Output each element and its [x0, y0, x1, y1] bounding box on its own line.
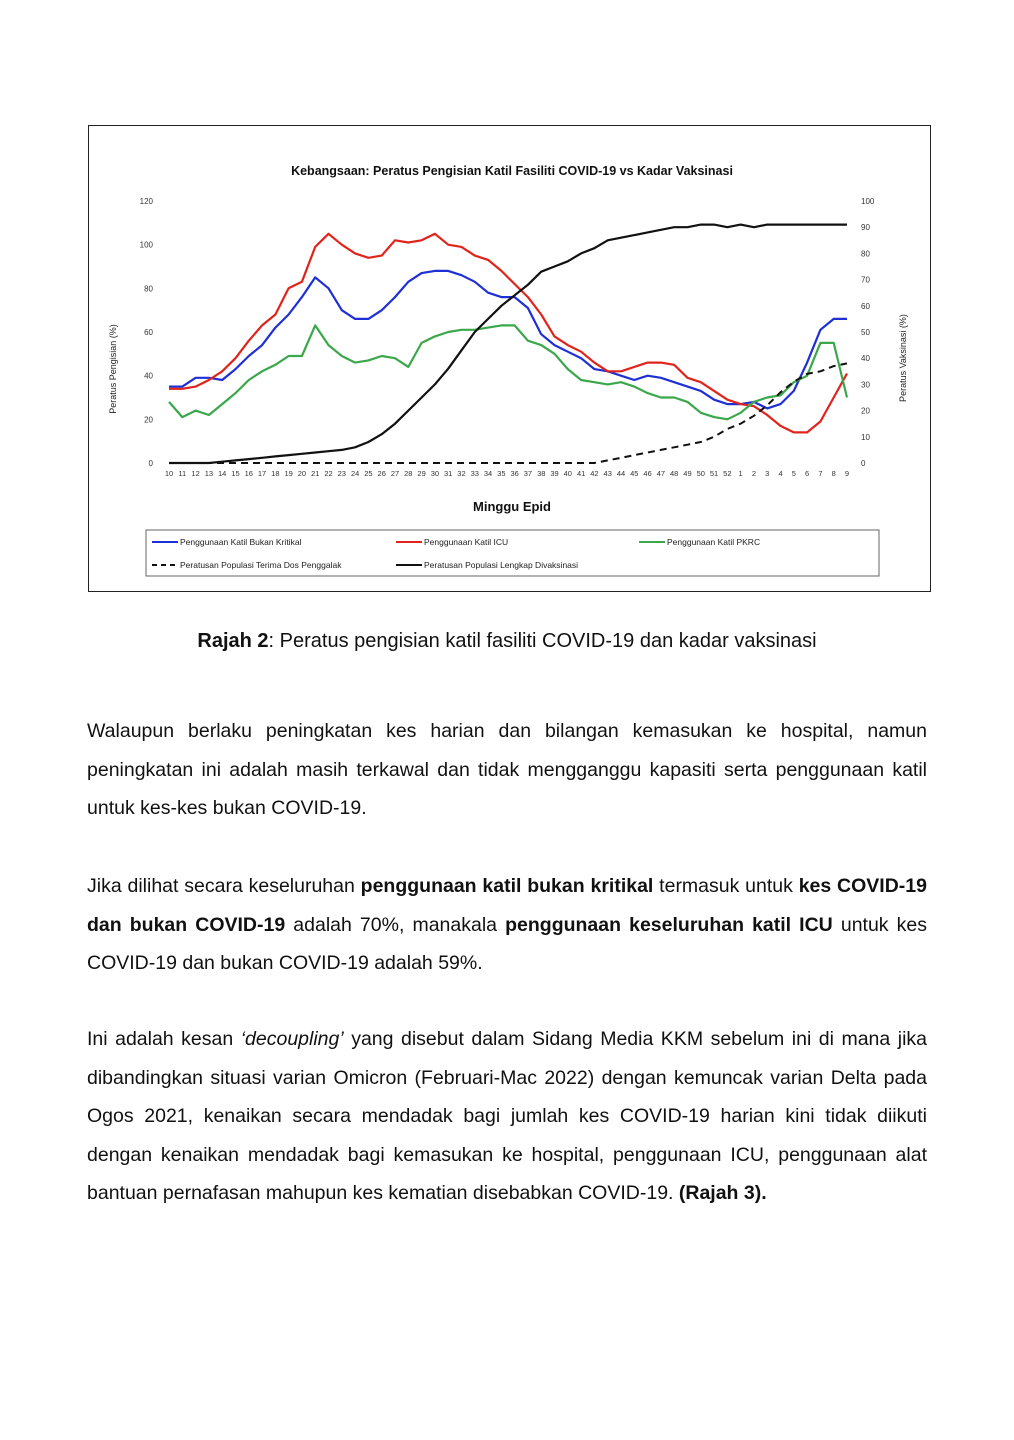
y2-tick-label: 100	[861, 197, 875, 206]
y2-tick-label: 10	[861, 432, 870, 442]
legend-label-1: Penggunaan Katil Bukan Kritikal	[180, 537, 302, 547]
y-tick-label: 40	[144, 371, 153, 381]
x-tick-label: 6	[805, 469, 810, 478]
x-tick-label: 27	[390, 469, 400, 478]
paragraph-2	[87, 867, 927, 983]
x-tick-label: 30	[430, 469, 440, 478]
x-tick-label: 49	[683, 469, 692, 478]
x-tick-label: 44	[616, 469, 626, 478]
series-line-4	[169, 363, 847, 463]
x-tick-label: 34	[483, 469, 493, 478]
x-tick-label: 38	[537, 469, 546, 478]
paragraph-3	[87, 1020, 927, 1213]
x-tick-label: 11	[178, 469, 187, 478]
y-tick-label: 80	[144, 284, 153, 294]
x-tick-label: 25	[364, 469, 373, 478]
x-tick-label: 21	[311, 469, 320, 478]
x-tick-label: 26	[377, 469, 386, 478]
y2-tick-label: 70	[861, 275, 870, 285]
p3-italic-1: ‘decoupling’	[240, 1028, 344, 1050]
x-tick-label: 15	[231, 469, 240, 478]
y-axis-label: Peratus Pengisian (%)	[108, 324, 118, 414]
x-tick-label: 37	[523, 469, 533, 478]
legend-label-5: Peratusan Populasi Lengkap Divaksinasi	[424, 560, 579, 570]
x-tick-label: 16	[244, 469, 253, 478]
line-chart	[89, 126, 932, 593]
x-tick-label: 28	[404, 469, 413, 478]
series-line-5	[169, 225, 847, 463]
p2-text-4: untuk kes COVID-19 dan bukan COVID-19 adalah 59%.	[87, 913, 927, 974]
x-tick-label: 42	[590, 469, 599, 478]
x-tick-label: 20	[297, 469, 307, 478]
p2-text-1: Jika dilihat secara keseluruhan	[87, 875, 361, 897]
x-tick-label: 36	[510, 469, 519, 478]
x-tick-label: 23	[337, 469, 346, 478]
x-tick-label: 45	[630, 469, 639, 478]
x-tick-label: 48	[670, 469, 679, 478]
y2-tick-label: 20	[861, 406, 870, 416]
x-tick-label: 41	[576, 469, 586, 478]
p2-bold-1: penggunaan katil bukan kritikal	[360, 875, 654, 897]
x-tick-label: 24	[350, 469, 360, 478]
y2-tick-label: 0	[861, 459, 866, 468]
paragraph-1: Walaupun berlaku peningkatan kes harian dan bilangan kemasukan ke hospital, namun peningkatan ini adalah masih terkawal dan tidak mengganggu kapasiti serta penggunaan katil untuk kes-kes bukan COVID-19.	[87, 720, 927, 819]
y2-tick-label: 90	[861, 223, 870, 233]
chart-legend	[146, 530, 879, 576]
legend-label-3: Penggunaan Katil PKRC	[667, 537, 761, 547]
y-tick-label: 100	[139, 240, 153, 250]
x-tick-label: 33	[470, 469, 479, 478]
x-tick-label: 22	[324, 469, 333, 478]
x-tick-label: 7	[818, 469, 823, 478]
x-tick-label: 51	[709, 469, 719, 478]
p2-text-3: adalah 70%, manakala	[285, 913, 506, 936]
y2-tick-label: 60	[861, 301, 870, 311]
x-tick-label: 1	[738, 469, 743, 478]
x-tick-label: 18	[271, 469, 280, 478]
x-tick-label: 12	[191, 469, 200, 478]
series-lines	[169, 225, 847, 463]
x-tick-label: 47	[656, 469, 666, 478]
x-tick-label: 46	[643, 469, 652, 478]
y-tick-label: 20	[144, 415, 153, 425]
p3-text-2: yang disebut dalam Sidang Media KKM sebelum ini di mana jika dibandingkan situasi varian Omicron (Februari-Mac 2022) dengan kemuncak varian Delta pada Ogos 2021, kenaikan secara mendadak bagi jumlah kes COVID-19 harian kini tidak diikuti dengan kenaikan mendadak bagi kemasukan ke hospital, penggunaan ICU, penggunaan alat bantuan pernafasan mahupun kes kematian disebabkan COVID-19.	[87, 1028, 927, 1204]
p2-bold-3: penggunaan keseluruhan katil ICU	[505, 913, 833, 936]
legend-label-2: Penggunaan Katil ICU	[424, 537, 509, 547]
x-tick-label: 3	[765, 469, 770, 478]
x-tick-label: 14	[218, 469, 227, 478]
x-tick-label: 40	[563, 469, 572, 478]
caption-label: Rajah 2	[197, 630, 269, 652]
chart-title: Kebangsaan: Peratus Pengisian Katil Fasiliti COVID-19 vs Kadar Vaksinasi	[291, 164, 733, 178]
y2-tick-label: 50	[861, 328, 870, 337]
y2-tick-label: 30	[861, 380, 870, 390]
x-tick-label: 32	[457, 469, 466, 478]
legend-label-4: Peratusan Populasi Terima Dos Penggalak	[180, 560, 342, 570]
x-tick-label: 50	[696, 469, 705, 478]
x-tick-label: 29	[417, 469, 426, 478]
x-tick-label: 17	[257, 469, 267, 478]
chart-figure	[88, 125, 931, 592]
x-tick-label: 35	[497, 469, 506, 478]
x-tick-label: 5	[791, 469, 796, 478]
series-line-1	[169, 271, 847, 409]
p2-bold-2: kes COVID-19 dan bukan COVID-19	[87, 875, 927, 936]
y-tick-label: 0	[148, 459, 153, 468]
x-tick-label: 9	[844, 469, 850, 478]
x-tick-label: 13	[204, 469, 214, 478]
x-tick-label: 52	[723, 469, 732, 478]
x-tick-label: 10	[164, 469, 174, 478]
x-tick-label: 8	[831, 469, 836, 478]
p2-text-2: termasuk untuk	[653, 875, 799, 897]
p3-bold-1: (Rajah 3).	[678, 1182, 767, 1204]
x-tick-label: 4	[778, 469, 783, 478]
x-tick-label: 2	[751, 469, 757, 478]
p3-text-1: Ini adalah kesan	[87, 1028, 241, 1050]
x-tick-label: 19	[284, 469, 293, 478]
y2-tick-label: 40	[861, 354, 870, 364]
figure-caption	[0, 630, 1014, 653]
y-tick-label: 60	[144, 328, 153, 337]
x-axis-label: Minggu Epid	[473, 499, 551, 514]
x-tick-label: 39	[550, 469, 559, 478]
caption-text: : Peratus pengisian katil fasiliti COVID-19 dan kadar vaksinasi	[268, 630, 817, 652]
x-tick-label: 43	[603, 469, 612, 478]
x-tick-label: 31	[444, 469, 453, 478]
axis-ticks	[140, 197, 875, 478]
y2-axis-label: Peratus Vaksinasi (%)	[898, 314, 908, 402]
y2-tick-label: 80	[861, 249, 870, 259]
y-tick-label: 120	[139, 197, 153, 206]
